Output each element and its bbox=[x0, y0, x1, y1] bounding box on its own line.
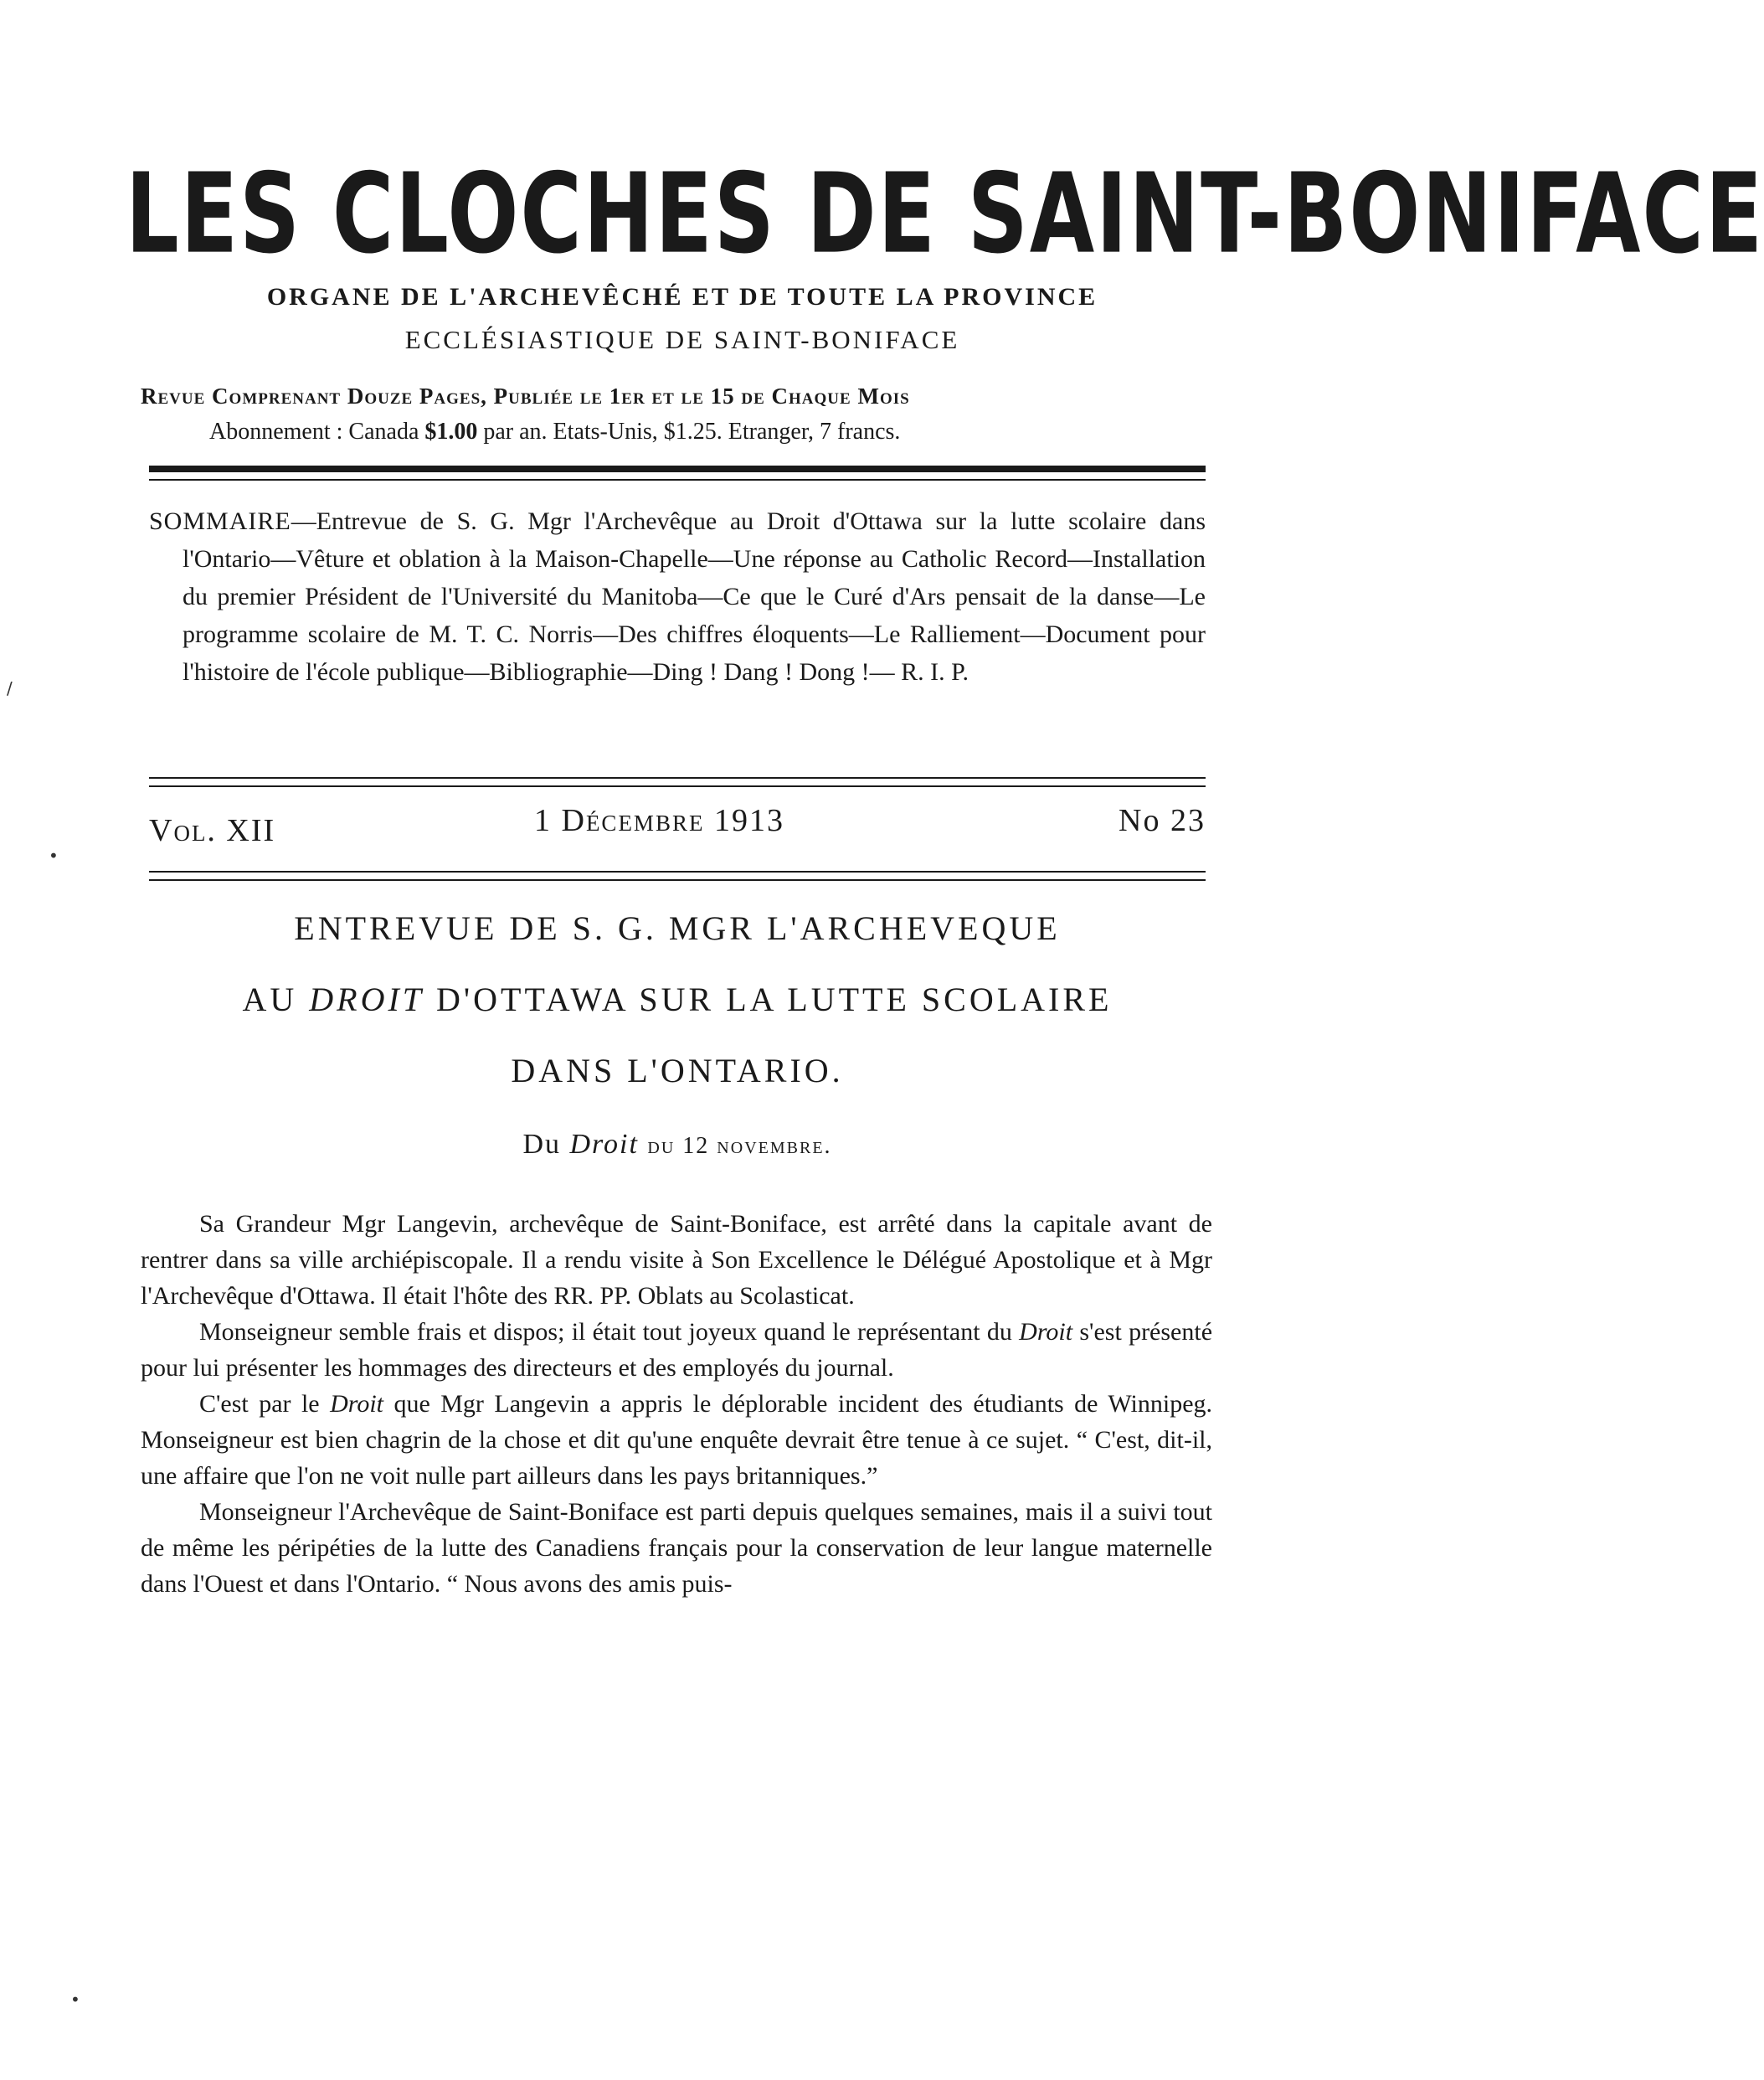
source-italic: Droit bbox=[569, 1129, 639, 1160]
p2-part-a: Monseigneur semble frais et dispos; il était tout joyeux quand le représentant du bbox=[199, 1318, 1012, 1346]
issue-bottom-rule-2 bbox=[149, 879, 1206, 881]
article-paragraph-1: Sa Grandeur Mgr Langevin, archevêque de Saint-Boniface, est arrêté dans la capitale avant de rentrer dans sa ville archiépiscopale. Il a rendu visite à Son Excellence le Délégué Apostolique et à Mgr l'Archevêque d'Ottawa. Il était l'hôte des RR. PP. Oblats au Scolasticat. bbox=[141, 1210, 1212, 1310]
p2-italic: Droit bbox=[1019, 1318, 1073, 1346]
issue-bottom-rule-1 bbox=[149, 871, 1206, 873]
masthead-subtitle-line1: ORGANE DE L'ARCHEVÊCHÉ ET DE TOUTE LA PROVINCE bbox=[266, 283, 1098, 311]
sommaire-text: —Entrevue de S. G. Mgr l'Archevêque au Droit d'Ottawa sur la lutte scolaire dans l'Ontario—Vêture et oblation à la Maison-Chapelle—Une réponse au Catholic Record—Installation du premier Président de l'Université du Manitoba—Ce que le Curé d'Ars pensait de la danse—Le programme scolaire de M. T. C. Norris—Des chiffres éloquents—Le Ralliement—Document pour l'histoire de l'école publique—Bibliographie—Ding ! Dang ! Dong !— R. I. P. bbox=[183, 507, 1206, 686]
article-paragraph-3 bbox=[141, 1386, 1212, 1494]
article-heading-line1: ENTREVUE DE S. G. MGR L'ARCHEVEQUE bbox=[294, 909, 1061, 947]
article-paragraph-4: Monseigneur l'Archevêque de Saint-Boniface est parti depuis quelques semaines, mais il a suivi tout de même les péripéties de la lutte des Canadiens français pour la conservation de leur langue maternelle dans l'Ouest et dans l'Ontario. “ Nous avons des amis puis- bbox=[141, 1498, 1212, 1598]
source-post: du 12 novembre. bbox=[647, 1133, 832, 1159]
margin-mark-1: / bbox=[7, 678, 13, 698]
p3-part-b: que Mgr Langevin a appris le déplorable incident des étudiants de Winnipeg. Monseigneur est bien chagrin de la chose et dit qu'une enquête devrait être tenue à ce sujet. “ C'est, dit-il, une affaire que l'on ne voit nulle part ailleurs dans les pays britanniques.” bbox=[141, 1390, 1213, 1490]
masthead-title: LES CLOCHES DE SAINT-BONIFACE bbox=[126, 148, 1764, 279]
masthead-thick-rule bbox=[149, 466, 1206, 472]
article-source bbox=[149, 1129, 1206, 1161]
masthead-subtitle-line2: ECCLÉSIASTIQUE DE SAINT-BONIFACE bbox=[404, 325, 960, 354]
source-pre: Du bbox=[522, 1129, 561, 1160]
p3-italic: Droit bbox=[330, 1390, 383, 1418]
volume-label: Vol. XII bbox=[149, 813, 276, 848]
issue-top-rule-1 bbox=[149, 777, 1206, 779]
margin-mark-3: • bbox=[70, 1990, 80, 2010]
table-of-contents bbox=[149, 502, 1206, 691]
article-body bbox=[141, 1206, 1212, 1602]
sommaire-label: SOMMAIRE bbox=[149, 507, 291, 535]
subscription-prices bbox=[209, 419, 1214, 445]
article-heading-line2 bbox=[149, 980, 1206, 1019]
article-heading-line3: DANS L'ONTARIO. bbox=[511, 1052, 844, 1089]
heading-line2-pre: AU bbox=[242, 981, 298, 1018]
issue-number: No 23 bbox=[1119, 803, 1206, 838]
heading-line2-post: D'OTTAWA SUR LA LUTTE SCOLAIRE bbox=[436, 981, 1113, 1018]
subscription-label: Abonnement : Canada bbox=[209, 419, 419, 445]
publication-frequency: Revue Comprenant Douze Pages, Publiée le 1er et le 15 de Chaque Mois bbox=[141, 384, 910, 409]
masthead-thin-rule bbox=[149, 479, 1206, 481]
article-paragraph-2 bbox=[141, 1314, 1212, 1386]
subscription-canada-price: $1.00 bbox=[424, 419, 478, 445]
issue-top-rule-2 bbox=[149, 785, 1206, 787]
p2-part-b: s'est présenté pour lui présenter les hommages des directeurs et des employés du journal. bbox=[141, 1318, 1213, 1382]
subscription-other-prices: par an. Etats-Unis, $1.25. Etranger, 7 francs. bbox=[483, 419, 901, 445]
issue-date: 1 Décembre 1913 bbox=[534, 803, 784, 838]
heading-line2-italic: DROIT bbox=[309, 981, 425, 1018]
margin-mark-2: • bbox=[49, 846, 59, 866]
issue-info-row bbox=[149, 803, 1206, 862]
p3-part-a: C'est par le bbox=[199, 1390, 320, 1418]
